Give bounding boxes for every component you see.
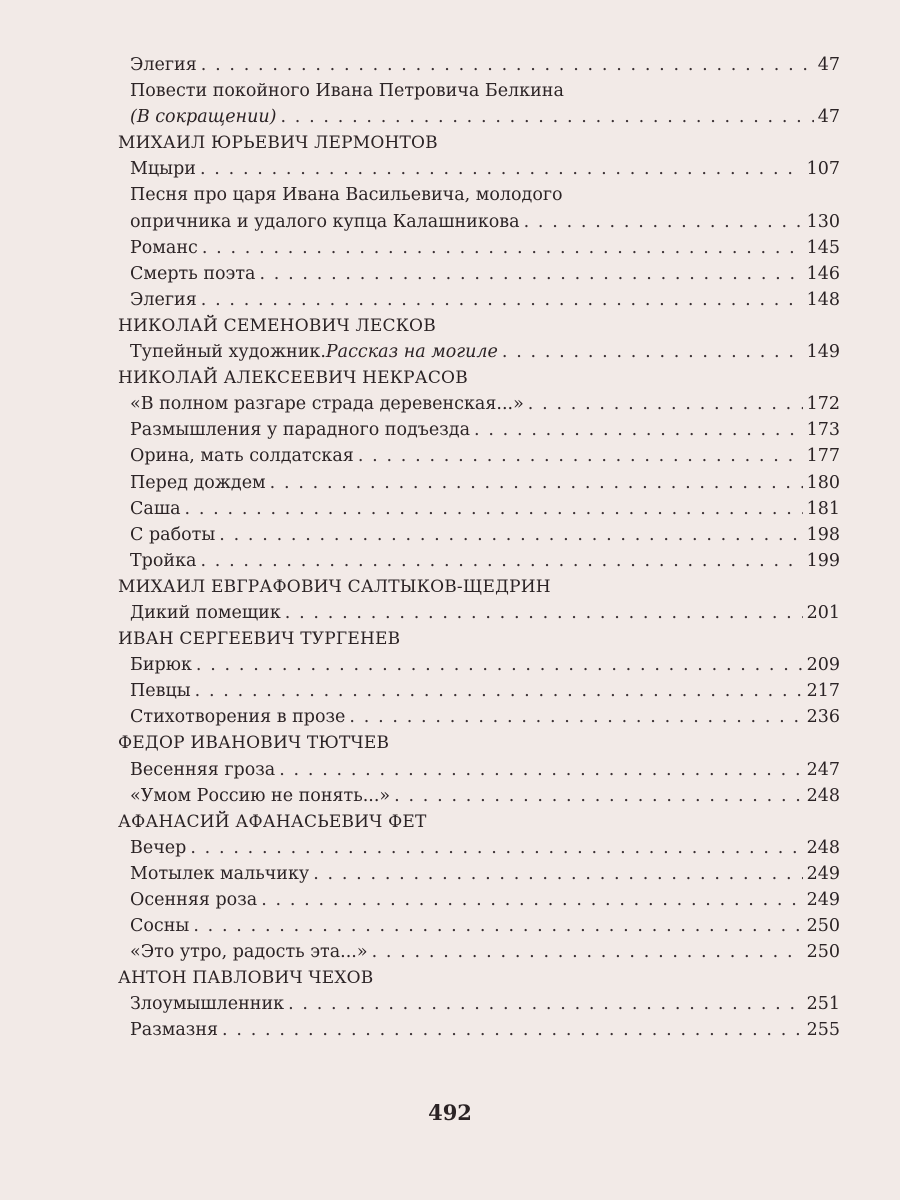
author-heading: АНТОН ПАВЛОВИЧ ЧЕХОВ bbox=[118, 968, 374, 989]
entry-page: 198 bbox=[806, 524, 840, 545]
entry-title: Саша bbox=[130, 498, 181, 519]
toc-entry bbox=[118, 652, 840, 678]
toc-entry bbox=[118, 156, 840, 182]
toc-entry bbox=[118, 52, 840, 78]
entry-title: «Это утро, радость эта...» bbox=[130, 942, 368, 963]
author-heading: НИКОЛАЙ АЛЕКСЕЕВИЧ НЕКРАСОВ bbox=[118, 368, 468, 389]
entry-page: 250 bbox=[806, 916, 840, 937]
toc-entry bbox=[118, 835, 840, 861]
toc-entry bbox=[118, 548, 840, 574]
entry-page: 201 bbox=[806, 602, 840, 623]
toc-entry bbox=[118, 417, 840, 443]
toc-entry bbox=[118, 600, 840, 626]
toc-entry bbox=[118, 1017, 840, 1043]
author-heading: МИХАИЛ ЕВГРАФОВИЧ САЛТЫКОВ-ЩЕДРИН bbox=[118, 576, 551, 597]
toc-entry bbox=[118, 939, 840, 965]
entry-page: 177 bbox=[806, 446, 840, 467]
dot-leader bbox=[270, 470, 803, 496]
dot-leader bbox=[358, 443, 803, 469]
entry-title: Тупейный художник. bbox=[130, 342, 326, 363]
dot-leader bbox=[190, 835, 802, 861]
entry-page: 199 bbox=[806, 550, 840, 571]
entry-title: Орина, мать солдатская bbox=[130, 446, 354, 467]
entry-title: Размышления у парадного подъезда bbox=[130, 420, 471, 441]
entry-title: Дикий помещик bbox=[130, 602, 281, 623]
entry-page: 248 bbox=[806, 837, 840, 858]
dot-leader bbox=[219, 522, 802, 548]
entry-title: Весенняя гроза bbox=[130, 759, 276, 780]
entry-title: «Умом Россию не понять...» bbox=[130, 785, 391, 806]
entry-page: 148 bbox=[806, 289, 840, 310]
entry-page: 172 bbox=[806, 394, 840, 415]
entry-page: 209 bbox=[806, 655, 840, 676]
table-of-contents bbox=[118, 52, 840, 1044]
entry-title: Повести покойного Ивана Петровича Белкина bbox=[130, 81, 564, 102]
toc-entry bbox=[118, 339, 840, 365]
entry-subtitle: Рассказ на могиле bbox=[325, 342, 498, 363]
entry-page: 47 bbox=[817, 55, 840, 75]
entry-page: 236 bbox=[806, 707, 840, 728]
dot-leader bbox=[222, 1017, 803, 1043]
toc-entry bbox=[118, 783, 840, 809]
page-number: 492 bbox=[428, 1100, 472, 1125]
author-heading: АФАНАСИЙ АФАНАСЬЕВИЧ ФЕТ bbox=[118, 811, 427, 832]
toc-entry bbox=[118, 78, 840, 104]
entry-page: 247 bbox=[806, 759, 840, 780]
dot-leader bbox=[185, 496, 803, 522]
entry-page: 47 bbox=[817, 107, 840, 128]
entry-title: «В полном разгаре страда деревенская...» bbox=[130, 394, 524, 415]
entry-title: Тройка bbox=[130, 550, 197, 571]
entry-page: 149 bbox=[806, 342, 840, 363]
dot-leader bbox=[288, 991, 803, 1017]
toc-entry bbox=[118, 261, 840, 287]
entry-page: 145 bbox=[806, 237, 840, 258]
author-heading: НИКОЛАЙ СЕМЕНОВИЧ ЛЕСКОВ bbox=[118, 315, 436, 336]
entry-page: 217 bbox=[806, 681, 840, 702]
dot-leader bbox=[201, 287, 803, 313]
entry-page: 173 bbox=[806, 420, 840, 441]
entry-page: 107 bbox=[806, 159, 840, 180]
entry-title: Мцыри bbox=[130, 159, 196, 180]
entry-title: Осенняя роза bbox=[130, 890, 258, 910]
entry-title: Элегия bbox=[130, 289, 197, 310]
dot-leader bbox=[196, 652, 803, 678]
entry-title: Песня про царя Ивана Васильевича, молодого bbox=[130, 185, 563, 206]
entry-page: 249 bbox=[806, 890, 840, 910]
entry-page: 181 bbox=[806, 498, 840, 519]
toc-entry bbox=[118, 209, 840, 235]
toc-entry bbox=[118, 861, 840, 887]
dot-leader bbox=[200, 156, 803, 182]
toc-entry bbox=[118, 182, 840, 208]
toc-entry bbox=[118, 887, 840, 913]
toc-entry bbox=[118, 496, 840, 522]
dot-leader bbox=[279, 757, 802, 783]
entry-title: Смерть поэта bbox=[130, 263, 256, 284]
dot-leader bbox=[394, 783, 802, 809]
dot-leader bbox=[285, 600, 803, 626]
dot-leader bbox=[261, 887, 802, 913]
entry-title: Сосны bbox=[130, 916, 190, 937]
entry-title: Размазня bbox=[130, 1020, 219, 1041]
dot-leader bbox=[528, 391, 803, 417]
dot-leader bbox=[313, 861, 802, 887]
dot-leader bbox=[349, 704, 802, 730]
entry-title: Элегия bbox=[130, 55, 197, 75]
dot-leader bbox=[372, 939, 803, 965]
entry-title: Певцы bbox=[130, 681, 191, 702]
toc-entry bbox=[118, 757, 840, 783]
entry-title: Романс bbox=[130, 237, 198, 258]
entry-title: С работы bbox=[130, 524, 216, 545]
toc-entry bbox=[118, 470, 840, 496]
dot-leader bbox=[259, 261, 802, 287]
entry-page: 248 bbox=[806, 785, 840, 806]
entry-page: 249 bbox=[806, 863, 840, 884]
entry-page: 255 bbox=[806, 1020, 840, 1041]
dot-leader bbox=[280, 104, 813, 130]
toc-entry bbox=[118, 704, 840, 730]
entry-page: 180 bbox=[806, 472, 840, 493]
entry-title: Перед дождем bbox=[130, 472, 266, 493]
author-heading: ФЕДОР ИВАНОВИЧ ТЮТЧЕВ bbox=[118, 733, 390, 754]
toc-entry bbox=[118, 522, 840, 548]
toc-entry bbox=[118, 991, 840, 1017]
author-heading: МИХАИЛ ЮРЬЕВИЧ ЛЕРМОНТОВ bbox=[118, 133, 438, 154]
toc-entry bbox=[118, 443, 840, 469]
toc-entry bbox=[118, 391, 840, 417]
entry-title: Бирюк bbox=[130, 655, 192, 676]
entry-title: Стихотворения в прозе bbox=[130, 707, 346, 728]
dot-leader bbox=[200, 548, 802, 574]
toc-entry bbox=[118, 678, 840, 704]
entry-title: опричника и удалого купца Калашникова bbox=[130, 211, 520, 232]
toc-entry bbox=[118, 104, 840, 130]
dot-leader bbox=[202, 235, 803, 261]
entry-page: 251 bbox=[806, 994, 840, 1015]
dot-leader bbox=[524, 209, 803, 235]
toc-entry bbox=[118, 913, 840, 939]
dot-leader bbox=[201, 52, 814, 78]
entry-subtitle: (В сокращении) bbox=[130, 107, 277, 128]
toc-entry bbox=[118, 235, 840, 261]
dot-leader bbox=[195, 678, 803, 704]
toc-entry bbox=[118, 287, 840, 313]
dot-leader bbox=[502, 339, 803, 365]
entry-page: 130 bbox=[806, 211, 840, 232]
entry-title: Вечер bbox=[130, 837, 187, 858]
dot-leader bbox=[193, 913, 802, 939]
entry-page: 146 bbox=[806, 263, 840, 284]
entry-title: Злоумышленник bbox=[130, 994, 285, 1015]
entry-page: 250 bbox=[806, 942, 840, 963]
author-heading: ИВАН СЕРГЕЕВИЧ ТУРГЕНЕВ bbox=[118, 629, 401, 650]
entry-title: Мотылек мальчику bbox=[130, 863, 310, 884]
dot-leader bbox=[474, 417, 803, 443]
